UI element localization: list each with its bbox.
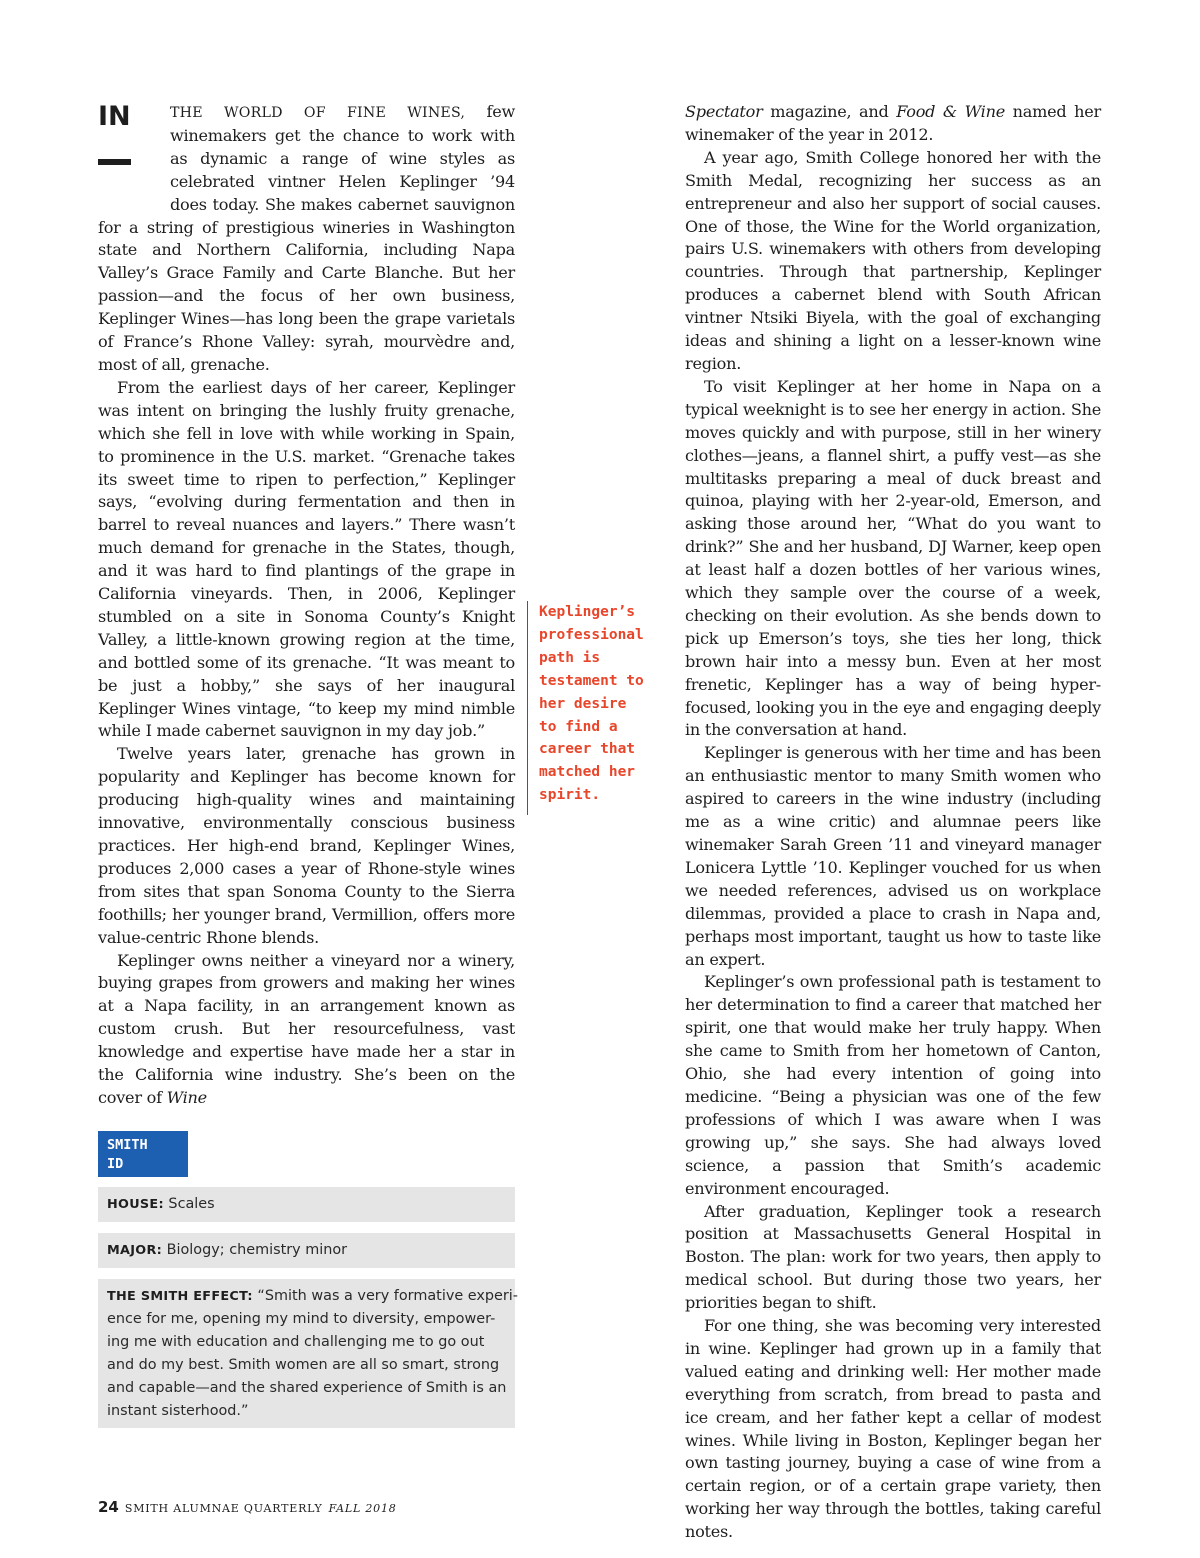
major-label: MAJOR:: [107, 1243, 163, 1258]
smith-id-badge: [98, 1131, 188, 1177]
effect-line: [107, 1285, 518, 1308]
article-paragraph: For one thing, she was becoming very interested in wine. Keplinger had grown up in a family that valued eating and drinking well: Her mother made everything from scratch, from bread to pasta and ice cream, and her father kept a cellar of modest wines. While living in Boston, Keplinger began her own tasting journey, buying a case of wine from a certain region, or of a certain grape variety, then working her way through the bottles, taking careful notes.: [685, 1316, 1101, 1542]
article-paragraph: After graduation, Keplinger took a research position at Massachusetts General Hospital in Boston. The plan: work for two years, then apply to medical school. But during those two years, her priorities began to shift.: [685, 1201, 1101, 1313]
effect-text: “Smith was a very formative experi-: [252, 1288, 518, 1304]
article-paragraph: [685, 101, 1101, 147]
page-footer: [98, 1498, 397, 1516]
article-paragraph: From the earliest days of her career, Keplinger was intent on bringing the lushly fruity grenache, which she fell in love with while working in Spain, to prominence in the U.S. market. “Grenache takes its sweet time to ripen to perfection,” Keplinger says, “evolving during fermentation and then in barrel to reveal nuances and layers.” There wasn’t much demand for grenache in the States, though, and it was hard to find plantings of the grape in California vineyards. Then, in 2006, Keplinger stumbled on a site in Sonoma County’s Knight Valley, a little-known growing region at the time, and bottled some of its grenache. “It was meant to be just a hobby,” she says of her inaugural Keplinger Wines vintage, “to keep my mind nimble while I made cabernet sauvignon in my day job.”: [98, 377, 515, 741]
effect-line: ing me with education and challenging me to go out: [107, 1334, 485, 1350]
pull-quote-line: to find a: [539, 718, 618, 735]
paragraph-text: magazine, and: [762, 102, 897, 121]
article-paragraph: [98, 950, 515, 1110]
effect-line: and do my best. Smith women are all so smart, strong: [107, 1357, 500, 1373]
article-paragraph: Twelve years later, grenache has grown in popularity and Keplinger has become known for producing high-quality wines and maintaining innovative, environmentally conscious business practices. Her high-end brand, Keplinger Wines, produces 2,000 cases a year of Rhone-style wines from sites that span Sonoma County to the Sierra foothills; her younger brand, Vermillion, offers more value-centric Rhone blends.: [98, 744, 515, 947]
magazine-name: Wine: [166, 1087, 207, 1107]
pull-quote-line: Keplinger’s: [539, 604, 636, 620]
paragraph-text: named her winemaker of the year in 2012.: [685, 102, 1101, 144]
article-paragraph: To visit Keplinger at her home in Napa on a typical weeknight is to see her energy in action. She moves quickly and with purpose, still in her winery clothes—jeans, a flannel shirt, a puffy vest—as she multitasks preparing a meal of duck breast and quinoa, playing with her 2-year-old, Emerson, and asking those around her, “What do you want to drink?” She and her husband, DJ Warner, keep open at least half a dozen bottles of her various wines, which they sample over the course of a week, checking on their evolution. As she bends down to pick up Emerson’s toys, she ties her long, thick brown hair into a messy bun. Even at her most frenetic, Keplinger has a way of being hyper-focused, looking you in the eye and engaging deeply in the conversation at hand.: [685, 376, 1101, 740]
paragraph-text: Keplinger owns neither a vineyard nor a winery, buying grapes from growers and making her wines at a Napa facility, in an arrangement known as custom crush. But her resourcefulness, vast knowledge and expertise have made her a star in the California wine industry. She’s been on the cover of: [98, 950, 515, 1107]
pull-quote: [527, 601, 662, 815]
drop-cap-rule: [98, 159, 131, 165]
drop-cap: [98, 101, 162, 199]
house-value: Scales: [163, 1196, 215, 1212]
effect-label: THE SMITH EFFECT:: [107, 1289, 253, 1304]
effect-line: instant sisterhood.”: [107, 1403, 249, 1419]
house-label: HOUSE:: [107, 1197, 164, 1212]
smith-id-house: [98, 1187, 515, 1222]
pull-quote-line: spirit.: [539, 787, 601, 804]
pull-quote-line: testament to: [539, 672, 644, 689]
paragraph-text: few winemakers get the chance to work with as dynamic a range of wine styles as celebrated vintner Helen Keplinger ’94 does today. She makes cabernet sauvignon for a string of prestigious wineries in Washington state and Northern California, including Napa Valley’s Grace Family and Carte Blanche. But her passion—and the focus of her own business, Keplinger Wines—has long been the grape varietals of France’s Rhone Valley: syrah, mourvèdre and, most of all, grenache.: [98, 102, 516, 374]
smith-id-major: [98, 1233, 515, 1268]
smith-id-badge-line: SMITH: [107, 1137, 148, 1153]
smith-id-badge-line: ID: [107, 1156, 124, 1172]
lead-in: THE WORLD OF FINE WINES,: [170, 105, 466, 121]
page-number: 24: [98, 1498, 119, 1516]
right-column: [685, 101, 1101, 1544]
magazine-name: Spectator: [685, 102, 763, 121]
drop-cap-text: IN: [98, 101, 131, 132]
pull-quote-line: her desire: [539, 695, 627, 712]
left-column: [98, 101, 515, 1110]
effect-line: ence for me, opening my mind to diversity, empower-: [107, 1311, 496, 1327]
major-value: Biology; chemistry minor: [162, 1242, 348, 1258]
smith-id-effect: [98, 1279, 518, 1428]
pull-quote-line: matched her: [539, 764, 636, 781]
publication-name: SMITH ALUMNAE QUARTERLY: [124, 1502, 323, 1515]
pull-quote-line: professional: [539, 626, 644, 643]
pull-quote-line: career that: [539, 741, 636, 758]
issue-date: FALL 2018: [328, 1502, 397, 1515]
article-paragraph: A year ago, Smith College honored her with the Smith Medal, recognizing her success as an entrepreneur and also her support of social causes. One of those, the Wine for the World organization, pairs U.S. winemakers with others from developing countries. Through that partnership, Keplinger produces a cabernet blend with South African vintner Ntsiki Biyela, with the goal of exchanging ideas and shining a light on a lesser-known wine region.: [685, 147, 1101, 373]
pull-quote-line: path is: [539, 649, 601, 666]
magazine-name: Food & Wine: [896, 102, 1005, 121]
effect-line: and capable—and the shared experience of Smith is an: [107, 1380, 507, 1396]
article-paragraph: Keplinger is generous with her time and has been an enthusiastic mentor to many Smith women who aspired to careers in the wine industry (including me as a wine critic) and alumnae peers like winemaker Sarah Green ’11 and vineyard manager Lonicera Lyttle ’10. Keplinger vouched for us when we needed references, advised us on workplace dilemmas, provided a place to crash in Napa and, perhaps most important, taught us how to taste like an expert.: [685, 743, 1101, 969]
article-paragraph: Keplinger’s own professional path is testament to her determination to find a career that matched her spirit, one that would make her truly happy. When she came to Smith from her hometown of Canton, Ohio, she had every intention of going into medicine. “Being a physician was one of the few professions of which I was aware when I was growing up,” she says. She had always loved science, a passion that Smith’s academic environment encouraged.: [685, 972, 1101, 1198]
